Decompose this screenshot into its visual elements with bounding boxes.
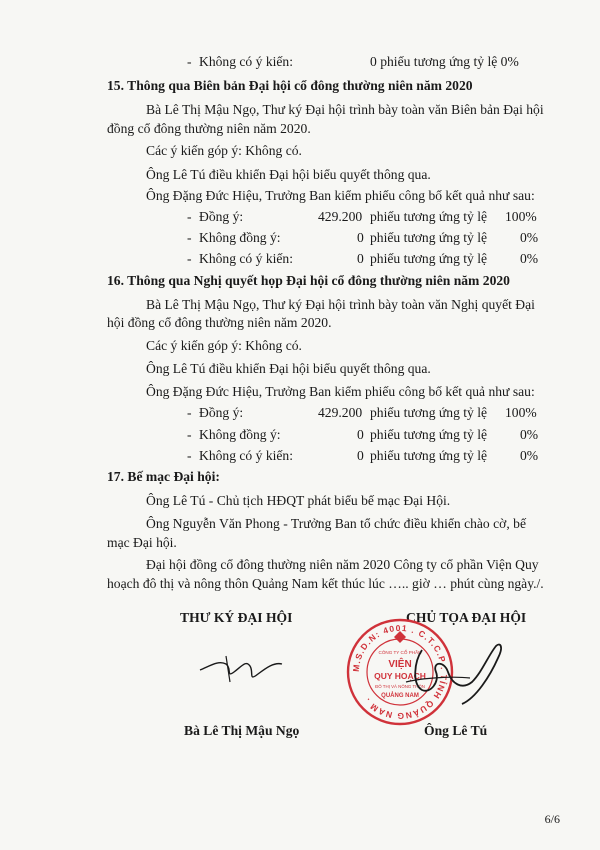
seal-line-4: ĐÔ THỊ VÀ NÔNG THÔN bbox=[375, 684, 425, 689]
vote-count: 0 bbox=[357, 230, 364, 245]
seal-line-2: VIỆN bbox=[388, 659, 412, 670]
vote-percent: 100% bbox=[505, 405, 537, 420]
vote-percent: 0% bbox=[520, 230, 539, 245]
vote-count: 429.200 bbox=[318, 209, 363, 224]
vote-dash: - bbox=[187, 405, 192, 420]
vote-dash: - bbox=[187, 251, 192, 266]
vote-percent: 0% bbox=[520, 251, 539, 266]
vote-label: Đồng ý: bbox=[199, 405, 244, 420]
vote-unit: phiếu tương ứng tỷ lệ bbox=[370, 209, 488, 224]
vote-count: 0 bbox=[357, 251, 364, 266]
section-17-heading: 17. Bế mạc Đại hội: bbox=[107, 469, 220, 484]
seal-line-3: QUY HOẠCH bbox=[374, 671, 426, 681]
sec17-paragraph-3b: hoạch đô thị và nông thôn Quảng Nam kết thúc lúc ….. giờ … phút cùng ngày./. bbox=[107, 576, 544, 591]
sec15-paragraph-2: Các ý kiến góp ý: Không có. bbox=[146, 143, 302, 158]
vote-dash: - bbox=[187, 427, 192, 442]
vote-label: Không đồng ý: bbox=[199, 230, 281, 245]
vote-label: Không có ý kiến: bbox=[199, 448, 294, 463]
page-number: 6/6 bbox=[544, 812, 560, 826]
sec16-paragraph-1b: hội đồng cổ đông thường niên năm 2020. bbox=[107, 315, 332, 330]
chair-title: CHỦ TỌA ĐẠI HỘI bbox=[406, 610, 527, 625]
vote-unit: phiếu tương ứng tỷ lệ bbox=[370, 427, 488, 442]
vote-unit: phiếu tương ứng tỷ lệ bbox=[370, 405, 488, 420]
vote-percent: 100% bbox=[505, 209, 537, 224]
vote-label: Không đồng ý: bbox=[199, 427, 281, 442]
vote-label: Đồng ý: bbox=[199, 209, 244, 224]
sec17-paragraph-2b: mạc Đại hội. bbox=[107, 535, 177, 550]
sec15-paragraph-1a: Bà Lê Thị Mậu Ngọ, Thư ký Đại hội trình bày toàn văn Biên bản Đại hội bbox=[146, 102, 544, 117]
vote-label: Không có ý kiến: bbox=[199, 54, 294, 69]
vote-label: Không có ý kiến: bbox=[199, 251, 294, 266]
sec17-paragraph-1: Ông Lê Tú - Chủ tịch HĐQT phát biểu bế mạc Đại Hội. bbox=[146, 493, 451, 508]
secretary-signature bbox=[196, 648, 286, 688]
section-16-heading: 16. Thông qua Nghị quyết họp Đại hội cổ đông thường niên năm 2020 bbox=[107, 273, 510, 288]
vote-unit: phiếu tương ứng tỷ lệ bbox=[370, 230, 488, 245]
seal-line-5: QUẢNG NAM bbox=[381, 693, 419, 699]
sec16-paragraph-3: Ông Lê Tú điều khiển Đại hội biểu quyết thông qua. bbox=[146, 361, 431, 376]
sec15-paragraph-4: Ông Đặng Đức Hiệu, Trưởng Ban kiểm phiếu công bố kết quả như sau: bbox=[146, 188, 535, 203]
vote-unit: phiếu tương ứng tỷ lệ bbox=[370, 251, 488, 266]
chair-name: Ông Lê Tú bbox=[424, 723, 488, 738]
seal-line-1: CÔNG TY CỔ PHẦN bbox=[378, 650, 422, 655]
vote-dash: - bbox=[187, 230, 192, 245]
secretary-title: THƯ KÝ ĐẠI HỘI bbox=[180, 610, 293, 625]
vote-result: 0 phiếu tương ứng tỷ lệ 0% bbox=[370, 54, 519, 69]
vote-percent: 0% bbox=[520, 448, 539, 463]
vote-dash: - bbox=[187, 209, 192, 224]
sec15-paragraph-3: Ông Lê Tú điều khiển Đại hội biểu quyết thông qua. bbox=[146, 167, 431, 182]
sec16-paragraph-1a: Bà Lê Thị Mậu Ngọ, Thư ký Đại hội trình bày toàn văn Nghị quyết Đại bbox=[146, 297, 535, 312]
sec15-paragraph-1b: đồng cổ đông thường niên năm 2020. bbox=[107, 121, 311, 136]
secretary-name: Bà Lê Thị Mậu Ngọ bbox=[184, 723, 300, 738]
vote-dash: - bbox=[187, 54, 192, 69]
section-15-heading: 15. Thông qua Biên bản Đại hội cổ đông thường niên năm 2020 bbox=[107, 78, 473, 93]
vote-dash: - bbox=[187, 448, 192, 463]
chair-signature bbox=[392, 632, 532, 712]
vote-percent: 0% bbox=[520, 427, 539, 442]
vote-count: 0 bbox=[357, 427, 364, 442]
sec17-paragraph-3a: Đại hội đồng cổ đông thường niên năm 2020 Công ty cổ phần Viện Quy bbox=[146, 557, 539, 572]
seal-ring-text: M.S.D.N: 4001 . C.T.C.P . TỈNH QUẢNG NAM . bbox=[350, 622, 450, 722]
sec17-paragraph-2a: Ông Nguyễn Văn Phong - Trưởng Ban tổ chức điều khiển chào cờ, bế bbox=[146, 516, 526, 531]
sec16-paragraph-4: Ông Đặng Đức Hiệu, Trưởng Ban kiểm phiếu công bố kết quả như sau: bbox=[146, 384, 535, 399]
vote-count: 429.200 bbox=[318, 405, 363, 420]
sec16-paragraph-2: Các ý kiến góp ý: Không có. bbox=[146, 338, 302, 353]
vote-unit: phiếu tương ứng tỷ lệ bbox=[370, 448, 488, 463]
vote-count: 0 bbox=[357, 448, 364, 463]
